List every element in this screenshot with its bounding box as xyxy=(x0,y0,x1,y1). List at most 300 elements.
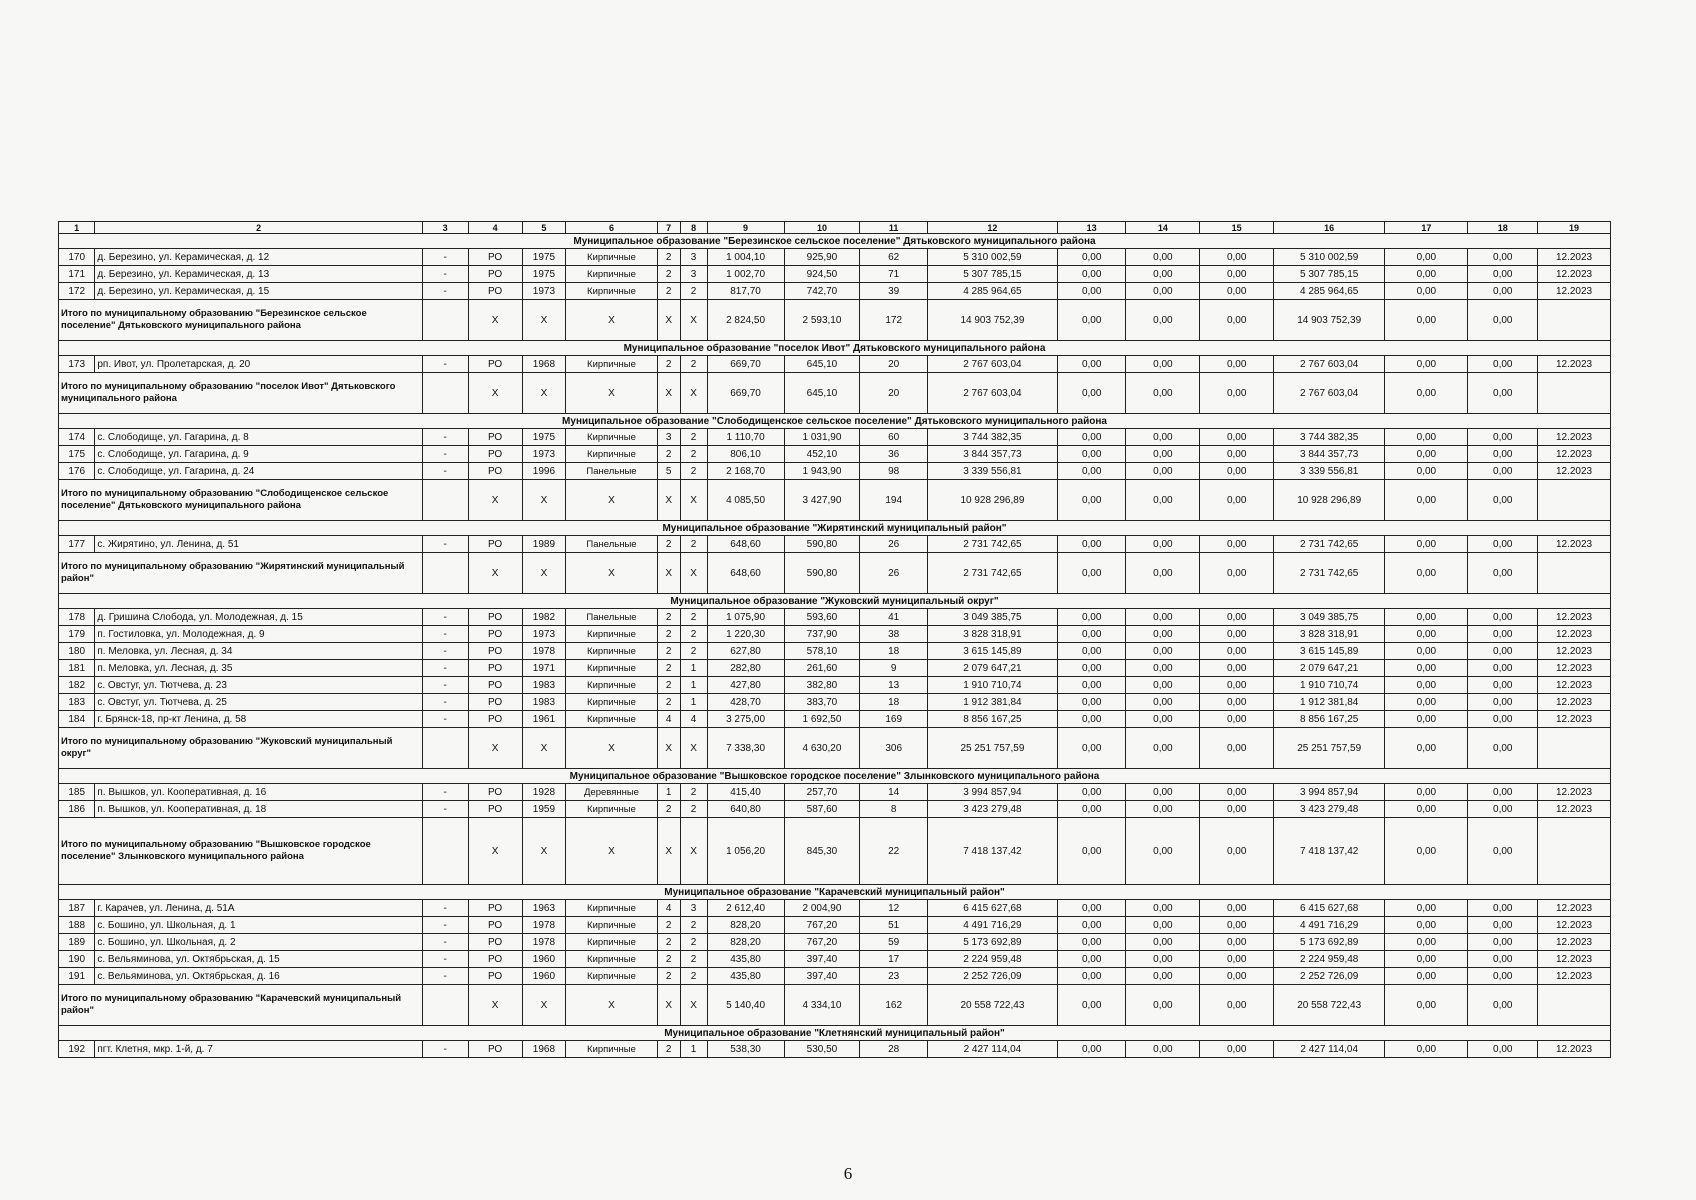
table-cell: 3 615 145,89 xyxy=(1274,643,1385,660)
table-cell: 0,00 xyxy=(1385,356,1468,373)
table-cell: 0,00 xyxy=(1385,249,1468,266)
table-cell: 13 xyxy=(860,677,928,694)
table-cell: 12.2023 xyxy=(1538,934,1611,951)
table-body xyxy=(59,222,1611,1058)
total-cell: 0,00 xyxy=(1468,985,1538,1026)
total-cell: 0,00 xyxy=(1468,728,1538,769)
table-cell: 2 xyxy=(657,626,680,643)
total-cell: 0,00 xyxy=(1126,818,1200,885)
total-cell: 3 427,90 xyxy=(784,480,860,521)
table-cell: 0,00 xyxy=(1385,801,1468,818)
table-cell: 0,00 xyxy=(1126,356,1200,373)
table-cell: Кирпичные xyxy=(566,249,657,266)
total-cell: 0,00 xyxy=(1468,818,1538,885)
table-cell: 12.2023 xyxy=(1538,283,1611,300)
table-cell: 172 xyxy=(59,283,95,300)
table-cell: 1978 xyxy=(522,917,566,934)
table-cell: 0,00 xyxy=(1468,643,1538,660)
table-cell: 0,00 xyxy=(1200,356,1274,373)
table-cell: 0,00 xyxy=(1200,951,1274,968)
table-cell: 0,00 xyxy=(1468,801,1538,818)
municipality-title: Муниципальное образование "Жирятинский муниципальный район" xyxy=(59,521,1611,536)
table-cell: РО xyxy=(468,784,522,801)
table-cell: Кирпичные xyxy=(566,711,657,728)
table-cell: 1975 xyxy=(522,249,566,266)
total-cell xyxy=(422,300,468,341)
table-cell: 0,00 xyxy=(1468,249,1538,266)
table-row xyxy=(59,934,1611,951)
total-cell: X xyxy=(468,818,522,885)
total-cell xyxy=(422,728,468,769)
total-cell: 0,00 xyxy=(1468,553,1538,594)
table-cell: 742,70 xyxy=(784,283,860,300)
table-cell: 14 xyxy=(860,784,928,801)
total-cell: 1 056,20 xyxy=(707,818,784,885)
table-cell: 36 xyxy=(860,446,928,463)
total-cell: 645,10 xyxy=(784,373,860,414)
total-cell: X xyxy=(468,553,522,594)
table-cell: 1 xyxy=(680,677,707,694)
table-cell: - xyxy=(422,446,468,463)
total-cell: X xyxy=(468,373,522,414)
table-cell: РО xyxy=(468,643,522,660)
total-cell: X xyxy=(657,818,680,885)
table-cell: 0,00 xyxy=(1126,643,1200,660)
table-cell: 0,00 xyxy=(1126,266,1200,283)
table-cell: 2 xyxy=(657,283,680,300)
table-cell: 169 xyxy=(860,711,928,728)
total-cell: 194 xyxy=(860,480,928,521)
municipality-total-row xyxy=(59,818,1611,885)
table-cell: 645,10 xyxy=(784,356,860,373)
total-cell: 0,00 xyxy=(1057,818,1126,885)
table-cell: 3 049 385,75 xyxy=(927,609,1057,626)
total-cell: X xyxy=(522,480,566,521)
table-cell: 0,00 xyxy=(1057,536,1126,553)
table-cell: Кирпичные xyxy=(566,934,657,951)
table-cell: Кирпичные xyxy=(566,801,657,818)
table-cell: - xyxy=(422,249,468,266)
table-cell: 8 856 167,25 xyxy=(1274,711,1385,728)
table-cell: 0,00 xyxy=(1126,784,1200,801)
table-cell: 0,00 xyxy=(1385,934,1468,951)
table-cell: 0,00 xyxy=(1126,536,1200,553)
table-cell: РО xyxy=(468,934,522,951)
table-cell: 173 xyxy=(59,356,95,373)
table-cell: 12.2023 xyxy=(1538,249,1611,266)
table-cell: 0,00 xyxy=(1126,249,1200,266)
table-cell: 1968 xyxy=(522,1041,566,1058)
table-cell: 175 xyxy=(59,446,95,463)
table-cell: 0,00 xyxy=(1126,934,1200,951)
total-label: Итого по муниципальному образованию "Вышковское городское поселение" Злынковского муниципального района xyxy=(59,818,423,885)
table-cell: 12.2023 xyxy=(1538,801,1611,818)
table-cell: 1 220,30 xyxy=(707,626,784,643)
table-cell: 1 910 710,74 xyxy=(927,677,1057,694)
table-cell: 1 002,70 xyxy=(707,266,784,283)
table-cell: 0,00 xyxy=(1468,968,1538,985)
table-cell: - xyxy=(422,283,468,300)
table-cell: 3 xyxy=(680,249,707,266)
table-cell: 806,10 xyxy=(707,446,784,463)
total-cell: 0,00 xyxy=(1126,300,1200,341)
table-cell: 0,00 xyxy=(1200,784,1274,801)
table-cell: 2 079 647,21 xyxy=(1274,660,1385,677)
municipality-total-row xyxy=(59,373,1611,414)
table-cell: 5 xyxy=(657,463,680,480)
total-cell: X xyxy=(566,373,657,414)
column-number: 8 xyxy=(680,222,707,234)
total-label: Итого по муниципальному образованию "поселок Ивот" Дятьковского муниципального района xyxy=(59,373,423,414)
table-cell: 3 844 357,73 xyxy=(927,446,1057,463)
table-cell: 2 xyxy=(680,951,707,968)
table-cell: 3 744 382,35 xyxy=(927,429,1057,446)
municipality-total-row xyxy=(59,553,1611,594)
table-cell: 669,70 xyxy=(707,356,784,373)
table-cell: 2 xyxy=(680,801,707,818)
table-cell: 6 415 627,68 xyxy=(1274,900,1385,917)
total-cell xyxy=(1538,728,1611,769)
table-cell: 828,20 xyxy=(707,917,784,934)
table-cell: 2 xyxy=(657,660,680,677)
table-cell: 0,00 xyxy=(1200,266,1274,283)
total-cell xyxy=(1538,985,1611,1026)
table-cell: 0,00 xyxy=(1200,463,1274,480)
table-cell: 174 xyxy=(59,429,95,446)
table-cell: 6 415 627,68 xyxy=(927,900,1057,917)
table-cell: 397,40 xyxy=(784,968,860,985)
table-cell: 383,70 xyxy=(784,694,860,711)
total-cell: X xyxy=(566,480,657,521)
table-cell: 0,00 xyxy=(1200,446,1274,463)
table-cell: 0,00 xyxy=(1200,283,1274,300)
table-cell: 0,00 xyxy=(1385,283,1468,300)
table-cell: РО xyxy=(468,626,522,643)
table-cell: 0,00 xyxy=(1057,429,1126,446)
table-cell: 0,00 xyxy=(1385,536,1468,553)
table-cell: РО xyxy=(468,356,522,373)
table-cell: - xyxy=(422,951,468,968)
total-cell: 25 251 757,59 xyxy=(927,728,1057,769)
table-cell: 0,00 xyxy=(1057,711,1126,728)
table-cell: Кирпичные xyxy=(566,266,657,283)
table-row xyxy=(59,784,1611,801)
table-cell: 648,60 xyxy=(707,536,784,553)
table-cell: 0,00 xyxy=(1385,429,1468,446)
table-row xyxy=(59,917,1611,934)
table-cell: 4 491 716,29 xyxy=(1274,917,1385,934)
table-cell: 2 xyxy=(680,934,707,951)
table-cell: 257,70 xyxy=(784,784,860,801)
total-cell xyxy=(422,818,468,885)
table-cell: 0,00 xyxy=(1126,660,1200,677)
table-cell: 0,00 xyxy=(1468,609,1538,626)
table-cell: РО xyxy=(468,463,522,480)
table-cell: 0,00 xyxy=(1468,626,1538,643)
table-cell: 397,40 xyxy=(784,951,860,968)
total-cell: 2 731 742,65 xyxy=(927,553,1057,594)
table-cell: 0,00 xyxy=(1126,694,1200,711)
table-cell: 4 491 716,29 xyxy=(927,917,1057,934)
table-cell: 282,80 xyxy=(707,660,784,677)
table-cell: 1 912 381,84 xyxy=(927,694,1057,711)
column-number: 4 xyxy=(468,222,522,234)
address-cell: с. Жирятино, ул. Ленина, д. 51 xyxy=(95,536,422,553)
table-cell: 188 xyxy=(59,917,95,934)
table-cell: 1973 xyxy=(522,446,566,463)
column-number-row xyxy=(59,222,1611,234)
table-cell: 0,00 xyxy=(1126,609,1200,626)
address-cell: рп. Ивот, ул. Пролетарская, д. 20 xyxy=(95,356,422,373)
table-cell: 192 xyxy=(59,1041,95,1058)
table-cell: 0,00 xyxy=(1200,660,1274,677)
table-cell: 0,00 xyxy=(1468,784,1538,801)
table-cell: 0,00 xyxy=(1468,951,1538,968)
table-cell: 2 767 603,04 xyxy=(1274,356,1385,373)
table-cell: 3 xyxy=(657,429,680,446)
table-cell: 3 339 556,81 xyxy=(1274,463,1385,480)
table-cell: РО xyxy=(468,660,522,677)
total-cell: 0,00 xyxy=(1385,728,1468,769)
table-cell: 3 423 279,48 xyxy=(1274,801,1385,818)
table-cell: РО xyxy=(468,900,522,917)
table-cell: 1961 xyxy=(522,711,566,728)
table-cell: Кирпичные xyxy=(566,900,657,917)
table-cell: 98 xyxy=(860,463,928,480)
table-cell: 435,80 xyxy=(707,968,784,985)
total-cell: 648,60 xyxy=(707,553,784,594)
total-cell: X xyxy=(566,300,657,341)
table-cell: - xyxy=(422,643,468,660)
table-cell: 0,00 xyxy=(1057,446,1126,463)
table-cell: 184 xyxy=(59,711,95,728)
table-cell: 0,00 xyxy=(1057,356,1126,373)
total-cell: X xyxy=(522,300,566,341)
table-cell: Кирпичные xyxy=(566,968,657,985)
table-cell: 3 339 556,81 xyxy=(927,463,1057,480)
address-cell: с. Вельяминова, ул. Октябрьская, д. 16 xyxy=(95,968,422,985)
total-cell: X xyxy=(566,985,657,1026)
table-cell: 23 xyxy=(860,968,928,985)
municipality-title: Муниципальное образование "Березинское сельское поселение" Дятьковского муниципального района xyxy=(59,234,1611,249)
total-cell: X xyxy=(680,480,707,521)
table-cell: 3 049 385,75 xyxy=(1274,609,1385,626)
table-row xyxy=(59,968,1611,985)
table-cell: - xyxy=(422,609,468,626)
table-cell: 0,00 xyxy=(1468,677,1538,694)
table-cell: 0,00 xyxy=(1200,1041,1274,1058)
table-cell: - xyxy=(422,429,468,446)
table-cell: 530,50 xyxy=(784,1041,860,1058)
table-cell: - xyxy=(422,934,468,951)
table-cell: 0,00 xyxy=(1126,626,1200,643)
total-cell: 306 xyxy=(860,728,928,769)
table-cell: Панельные xyxy=(566,463,657,480)
table-cell: - xyxy=(422,968,468,985)
table-cell: 3 744 382,35 xyxy=(1274,429,1385,446)
total-cell: 4 630,20 xyxy=(784,728,860,769)
total-cell: 20 xyxy=(860,373,928,414)
table-cell: 0,00 xyxy=(1385,900,1468,917)
total-cell: 4 334,10 xyxy=(784,985,860,1026)
total-cell: 26 xyxy=(860,553,928,594)
table-cell: 0,00 xyxy=(1468,536,1538,553)
table-cell: 590,80 xyxy=(784,536,860,553)
table-cell: Кирпичные xyxy=(566,283,657,300)
table-cell: 0,00 xyxy=(1468,283,1538,300)
table-cell: 2 612,40 xyxy=(707,900,784,917)
total-cell: 0,00 xyxy=(1057,728,1126,769)
table-cell: 12.2023 xyxy=(1538,660,1611,677)
total-cell: X xyxy=(468,480,522,521)
address-cell: п. Вышков, ул. Кооперативная, д. 16 xyxy=(95,784,422,801)
total-cell: 25 251 757,59 xyxy=(1274,728,1385,769)
table-cell: 1959 xyxy=(522,801,566,818)
table-row xyxy=(59,283,1611,300)
table-cell: 12.2023 xyxy=(1538,694,1611,711)
table-cell: 2 xyxy=(657,249,680,266)
table-cell: 18 xyxy=(860,694,928,711)
total-cell: 2 767 603,04 xyxy=(1274,373,1385,414)
table-cell: 12.2023 xyxy=(1538,677,1611,694)
table-cell: 452,10 xyxy=(784,446,860,463)
table-cell: 12.2023 xyxy=(1538,900,1611,917)
table-row xyxy=(59,626,1611,643)
table-row xyxy=(59,900,1611,917)
column-number: 12 xyxy=(927,222,1057,234)
municipality-heading-row xyxy=(59,769,1611,784)
total-cell: X xyxy=(657,373,680,414)
table-cell: 2 xyxy=(657,536,680,553)
table-cell: 2 xyxy=(680,643,707,660)
address-cell: д. Гришина Слобода, ул. Молодежная, д. 15 xyxy=(95,609,422,626)
table-cell: 39 xyxy=(860,283,928,300)
municipality-title: Муниципальное образование "поселок Ивот" Дятьковского муниципального района xyxy=(59,341,1611,356)
table-cell: 261,60 xyxy=(784,660,860,677)
table-cell: Панельные xyxy=(566,609,657,626)
total-cell: 10 928 296,89 xyxy=(927,480,1057,521)
table-cell: 170 xyxy=(59,249,95,266)
table-cell: 578,10 xyxy=(784,643,860,660)
total-label: Итого по муниципальному образованию "Березинское сельское поселение" Дятьковского муниципального района xyxy=(59,300,423,341)
table-cell: Кирпичные xyxy=(566,1041,657,1058)
table-row xyxy=(59,266,1611,283)
table-cell: РО xyxy=(468,249,522,266)
total-cell: X xyxy=(468,728,522,769)
table-cell: - xyxy=(422,463,468,480)
table-cell: 2 xyxy=(680,968,707,985)
total-cell: 0,00 xyxy=(1385,300,1468,341)
table-cell: 0,00 xyxy=(1385,463,1468,480)
table-cell: 183 xyxy=(59,694,95,711)
table-cell: 1 912 381,84 xyxy=(1274,694,1385,711)
table-cell: 0,00 xyxy=(1057,677,1126,694)
table-row xyxy=(59,429,1611,446)
total-label: Итого по муниципальному образованию "Карачевский муниципальный район" xyxy=(59,985,423,1026)
table-cell: 925,90 xyxy=(784,249,860,266)
table-cell: 640,80 xyxy=(707,801,784,818)
table-cell: 2 427 114,04 xyxy=(927,1041,1057,1058)
table-cell: 12 xyxy=(860,900,928,917)
table-cell: Панельные xyxy=(566,536,657,553)
total-cell: 10 928 296,89 xyxy=(1274,480,1385,521)
table-row xyxy=(59,694,1611,711)
table-cell: 2 xyxy=(657,643,680,660)
column-number: 13 xyxy=(1057,222,1126,234)
table-cell: 185 xyxy=(59,784,95,801)
total-cell: 0,00 xyxy=(1200,300,1274,341)
table-cell: 3 844 357,73 xyxy=(1274,446,1385,463)
table-cell: 5 307 785,15 xyxy=(927,266,1057,283)
table-cell: 428,70 xyxy=(707,694,784,711)
table-cell: 0,00 xyxy=(1200,968,1274,985)
table-cell: 0,00 xyxy=(1385,677,1468,694)
table-cell: 12.2023 xyxy=(1538,951,1611,968)
municipality-total-row xyxy=(59,728,1611,769)
total-cell: 0,00 xyxy=(1200,373,1274,414)
table-cell: 1 031,90 xyxy=(784,429,860,446)
table-cell: 12.2023 xyxy=(1538,711,1611,728)
table-cell: 0,00 xyxy=(1057,643,1126,660)
table-cell: 4 xyxy=(680,711,707,728)
total-cell xyxy=(422,985,468,1026)
table-cell: 3 828 318,91 xyxy=(927,626,1057,643)
table-cell: 427,80 xyxy=(707,677,784,694)
total-cell: 0,00 xyxy=(1200,480,1274,521)
total-cell: X xyxy=(680,728,707,769)
total-cell: 4 085,50 xyxy=(707,480,784,521)
page-number: 6 xyxy=(843,1164,853,1183)
table-cell: - xyxy=(422,677,468,694)
address-cell: д. Березино, ул. Керамическая, д. 15 xyxy=(95,283,422,300)
municipality-title: Муниципальное образование "Слободищенское сельское поселение" Дятьковского муниципального района xyxy=(59,414,1611,429)
table-cell: 0,00 xyxy=(1385,694,1468,711)
total-cell: X xyxy=(680,373,707,414)
total-cell: 162 xyxy=(860,985,928,1026)
table-cell: 1928 xyxy=(522,784,566,801)
table-cell: 5 307 785,15 xyxy=(1274,266,1385,283)
address-cell: д. Березино, ул. Керамическая, д. 12 xyxy=(95,249,422,266)
municipality-total-row xyxy=(59,985,1611,1026)
table-cell: 181 xyxy=(59,660,95,677)
table-cell: 0,00 xyxy=(1385,711,1468,728)
table-cell: 2 xyxy=(680,536,707,553)
table-cell: 767,20 xyxy=(784,934,860,951)
table-cell: 8 856 167,25 xyxy=(927,711,1057,728)
table-cell: 0,00 xyxy=(1385,609,1468,626)
table-row xyxy=(59,643,1611,660)
table-cell: 0,00 xyxy=(1057,626,1126,643)
table-cell: 1983 xyxy=(522,694,566,711)
table-cell: 189 xyxy=(59,934,95,951)
table-cell: 1 692,50 xyxy=(784,711,860,728)
total-cell: 22 xyxy=(860,818,928,885)
table-cell: 0,00 xyxy=(1468,1041,1538,1058)
table-cell: 1 xyxy=(680,660,707,677)
municipality-title: Муниципальное образование "Карачевский муниципальный район" xyxy=(59,885,1611,900)
table-cell: 0,00 xyxy=(1200,917,1274,934)
table-cell: Кирпичные xyxy=(566,643,657,660)
municipality-title: Муниципальное образование "Клетнянский муниципальный район" xyxy=(59,1026,1611,1041)
total-cell: 14 903 752,39 xyxy=(927,300,1057,341)
table-cell: 62 xyxy=(860,249,928,266)
table-cell: 0,00 xyxy=(1468,446,1538,463)
table-cell: 0,00 xyxy=(1126,900,1200,917)
table-cell: 5 310 002,59 xyxy=(1274,249,1385,266)
total-cell xyxy=(422,553,468,594)
table-cell: Кирпичные xyxy=(566,429,657,446)
table-cell: 2 xyxy=(680,609,707,626)
